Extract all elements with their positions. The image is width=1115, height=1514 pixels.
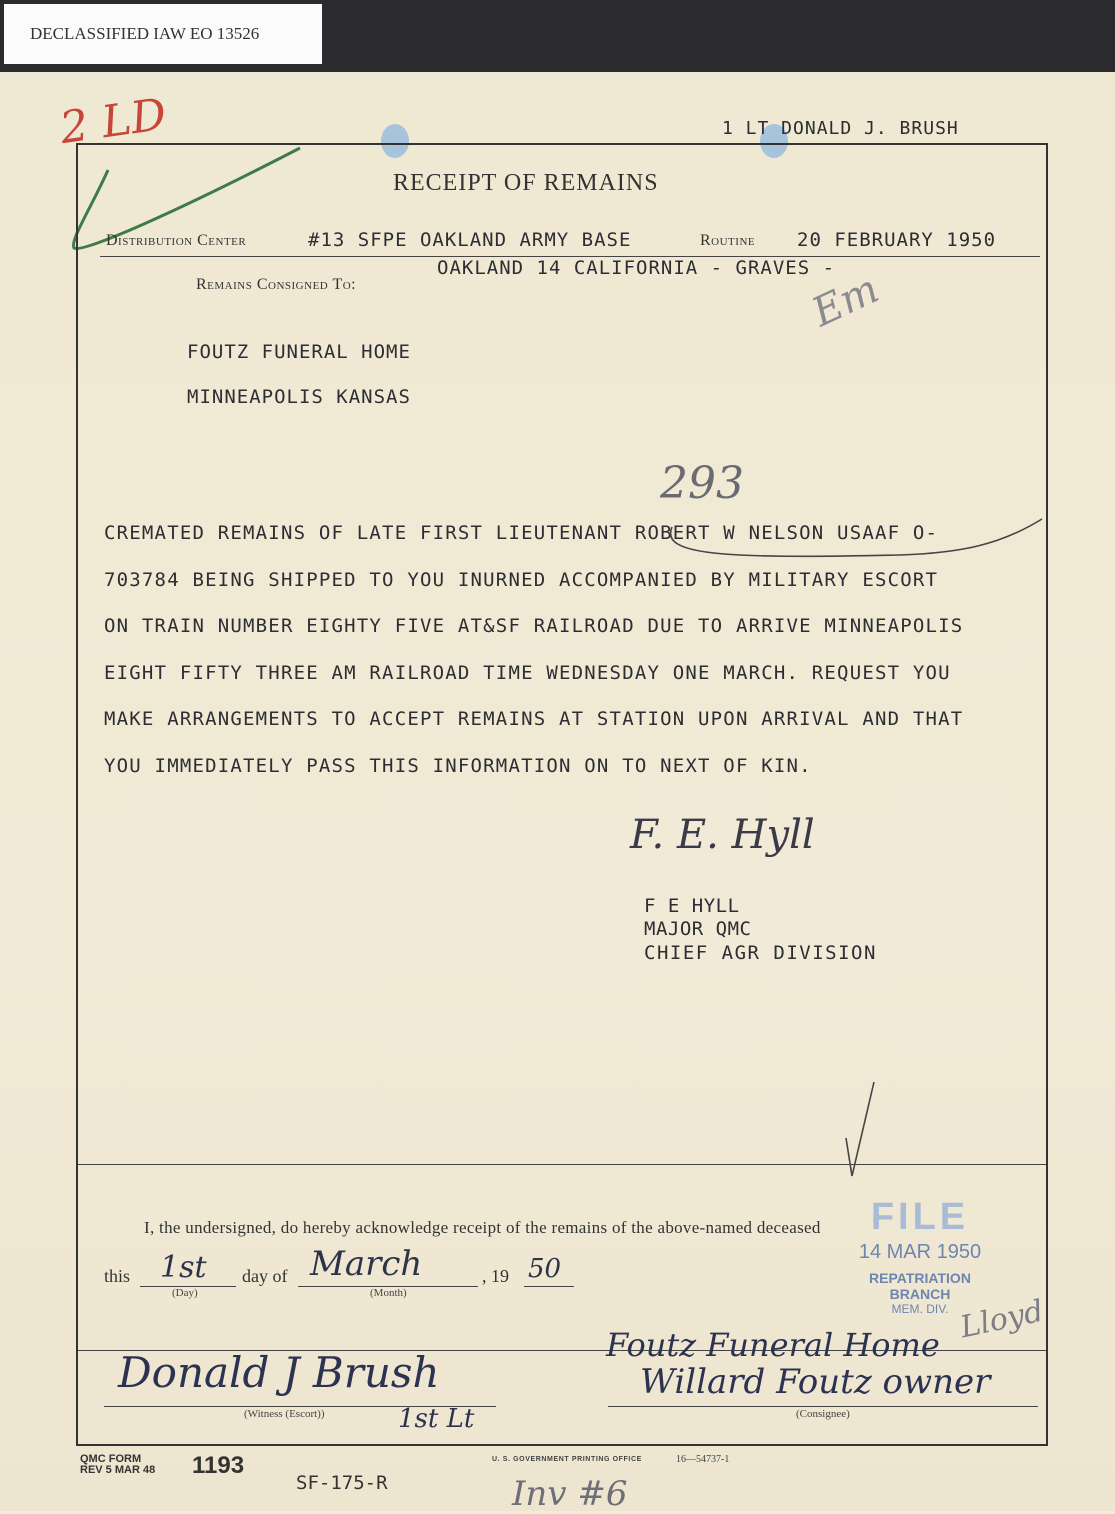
signatory-position: CHIEF AGR DIVISION <box>644 942 877 964</box>
message-line: ON TRAIN NUMBER EIGHTY FIVE AT&SF RAILROAD DUE TO ARRIVE MINNEAPOLIS <box>104 615 964 637</box>
witness-signature: Donald J Brush <box>118 1348 440 1397</box>
stamp-line-2: BRANCH <box>889 1286 951 1302</box>
signatory-signature: F. E. Hyll <box>630 812 815 858</box>
message-date: 20 FEBRUARY 1950 <box>797 229 997 251</box>
file-stamp <box>840 1196 1000 1316</box>
consignee-line <box>608 1406 1038 1407</box>
message-line: CREMATED REMAINS OF LATE FIRST LIEUTENANT ROBERT W NELSON USAAF O- <box>104 522 939 544</box>
consigned-to-label: Remains Consigned To: <box>196 276 357 293</box>
stamp-line-1: REPATRIATION <box>869 1270 971 1286</box>
escort-name-top: 1 LT DONALD J. BRUSH <box>722 118 959 139</box>
file-number-annotation: 293 <box>660 458 744 509</box>
stamp-date: 14 MAR 1950 <box>858 1241 982 1263</box>
year-line <box>524 1286 574 1287</box>
message-line: MAKE ARRANGEMENTS TO ACCEPT REMAINS AT STATION UPON ARRIVAL AND THAT <box>104 708 964 730</box>
red-annotation-top-left: 2 LD <box>56 88 170 155</box>
distribution-center-value: #13 SFPE OAKLAND ARMY BASE <box>308 229 632 251</box>
stamp-initials: Lloyd <box>957 1293 1047 1346</box>
month-value: March <box>310 1244 423 1284</box>
signatory-name: F E HYLL <box>644 895 740 917</box>
witness-rank: 1st Lt <box>398 1404 475 1434</box>
form-label-line-2: REV 5 MAR 48 <box>80 1464 156 1476</box>
sf-code: SF-175-R <box>296 1472 388 1494</box>
initials-annotation: Em <box>805 265 886 337</box>
form-label-line-1: QMC FORM <box>80 1453 142 1465</box>
consignee-signature-line-2: Willard Foutz owner <box>640 1362 991 1402</box>
day-value: 1st <box>160 1250 207 1285</box>
distribution-center-label: Distribution Center <box>106 232 247 249</box>
consignee-name: FOUTZ FUNERAL HOME <box>187 341 411 363</box>
message-line: EIGHT FIFTY THREE AM RAILROAD TIME WEDNESDAY ONE MARCH. REQUEST YOU <box>104 661 951 684</box>
gpo-label: U. S. GOVERNMENT PRINTING OFFICE <box>492 1456 642 1463</box>
declassified-label: DECLASSIFIED IAW EO 13526 <box>4 4 322 64</box>
consignee-city: MINNEAPOLIS KANSAS <box>187 386 411 408</box>
year-prefix: , 19 <box>482 1266 509 1286</box>
witness-caption: (Witness (Escort)) <box>244 1408 325 1420</box>
consignee-caption: (Consignee) <box>796 1408 850 1420</box>
name-underline-mark <box>660 515 1050 575</box>
year-value: 50 <box>528 1254 562 1284</box>
routine-label: Routine <box>700 232 756 249</box>
form-title: RECEIPT OF REMAINS <box>393 170 659 196</box>
message-line: 703784 BEING SHIPPED TO YOU INURNED ACCOMPANIED BY MILITARY ESCORT <box>104 568 939 591</box>
acknowledgement-rule <box>78 1164 1046 1165</box>
this-label: this <box>104 1266 131 1286</box>
gpo-code: 16—54737-1 <box>676 1454 730 1465</box>
day-caption: (Day) <box>172 1287 198 1299</box>
signatory-rank: MAJOR QMC <box>644 918 752 940</box>
consignee-signature-line-1: Foutz Funeral Home <box>606 1326 940 1364</box>
address-line-2: OAKLAND 14 CALIFORNIA - GRAVES - <box>437 257 836 279</box>
stamp-line-3: MEM. DIV. <box>891 1302 949 1316</box>
bottom-annotation: Inv #6 <box>512 1474 628 1514</box>
day-of-label: day of <box>242 1266 288 1286</box>
month-caption: (Month) <box>370 1287 407 1299</box>
stamp-file-word: FILE <box>870 1196 970 1238</box>
form-label <box>80 1454 155 1476</box>
check-mark <box>840 1080 880 1180</box>
form-number: 1193 <box>192 1452 245 1479</box>
message-line: YOU IMMEDIATELY PASS THIS INFORMATION ON TO NEXT OF KIN. <box>104 754 812 777</box>
acknowledgement-statement: I, the undersigned, do hereby acknowledge receipt of the remains of the above-named deceased <box>144 1218 821 1237</box>
